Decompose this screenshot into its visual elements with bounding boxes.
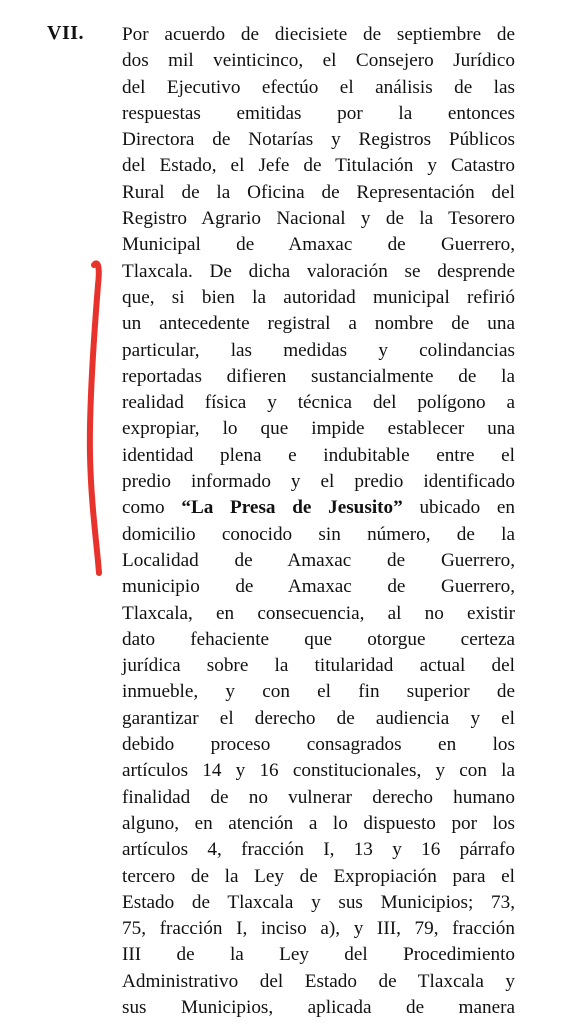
paragraph-line: Tlaxcala, en consecuencia, al no existir xyxy=(122,602,515,624)
paragraph-line: identidad plena e indubitable entre el xyxy=(122,444,515,466)
paragraph-line: Tlaxcala. De dicha valoración se desprende xyxy=(122,260,515,282)
paragraph-line: del Ejecutivo efectúo el análisis de las xyxy=(122,76,515,98)
paragraph-line: dato fehaciente que otorgue certeza xyxy=(122,628,515,650)
paragraph-line: dos mil veinticinco, el Consejero Jurídico xyxy=(122,50,515,72)
paragraph-line: que, si bien la autoridad municipal refirió xyxy=(122,286,515,308)
paragraph-line: finalidad de no vulnerar derecho humano xyxy=(122,786,515,808)
paragraph-line: Por acuerdo de diecisiete de septiembre de xyxy=(122,24,515,45)
paragraph-line: realidad física y técnica del polígono a xyxy=(122,392,515,414)
paragraph-body xyxy=(122,22,515,1021)
paragraph-line: un antecedente registral a nombre de una xyxy=(122,313,515,335)
paragraph-line: Rural de la Oficina de Representación del xyxy=(122,181,515,203)
property-name-bold: “La Presa de Jesusito” xyxy=(181,497,403,519)
line-text-after: ubicado en xyxy=(402,497,515,519)
paragraph-line: expropiar, lo que impide establecer una xyxy=(122,418,515,440)
paragraph-line: predio informado y el predio identificado xyxy=(122,471,515,493)
paragraph-line: 75, fracción I, inciso a), y III, 79, fracción xyxy=(122,918,515,940)
paragraph-line: Administrativo del Estado de Tlaxcala y xyxy=(122,970,515,992)
paragraph-line: Directora de Notarías y Registros Públicos xyxy=(122,129,515,151)
paragraph-line: Estado de Tlaxcala y sus Municipios; 73, xyxy=(122,891,515,913)
paragraph-line: reportadas difieren sustancialmente de la xyxy=(122,365,515,387)
paragraph-line: artículos 14 y 16 constitucionales, y con la xyxy=(122,760,515,782)
paragraph-line: jurídica sobre la titularidad actual del xyxy=(122,655,515,677)
paragraph-line: tercero de la Ley de Expropiación para el xyxy=(122,865,515,887)
paragraph-line: debido proceso consagrados en los xyxy=(122,734,515,756)
paragraph-line: inmueble, y con el fin superior de xyxy=(122,681,515,703)
red-marker-stroke xyxy=(90,263,99,573)
paragraph-line: Municipal de Amaxac de Guerrero, xyxy=(122,234,515,256)
paragraph-line: artículos 4, fracción I, 13 y 16 párrafo xyxy=(122,839,515,861)
paragraph-line: alguno, en atención a lo dispuesto por los xyxy=(122,812,515,834)
section-number: VII. xyxy=(47,22,85,44)
paragraph-line: particular, las medidas y colindancias xyxy=(122,339,515,361)
paragraph-line: Registro Agrario Nacional y de la Tesorero xyxy=(122,208,515,230)
paragraph-line: respuestas emitidas por la entonces xyxy=(122,102,515,124)
paragraph-line: sus Municipios, aplicada de manera xyxy=(122,996,515,1018)
paragraph-line: garantizar el derecho de audiencia y el xyxy=(122,707,515,729)
paragraph-line: municipio de Amaxac de Guerrero, xyxy=(122,576,515,598)
red-marker-annotation xyxy=(80,255,110,585)
paragraph-line: Localidad de Amaxac de Guerrero, xyxy=(122,549,515,571)
line-text-before: como xyxy=(122,497,182,519)
paragraph-line: III de la Ley del Procedimiento xyxy=(122,944,515,966)
paragraph-line: domicilio conocido sin número, de la xyxy=(122,523,515,545)
paragraph-line xyxy=(122,495,515,521)
paragraph-line: del Estado, el Jefe de Titulación y Catastro xyxy=(122,155,515,177)
